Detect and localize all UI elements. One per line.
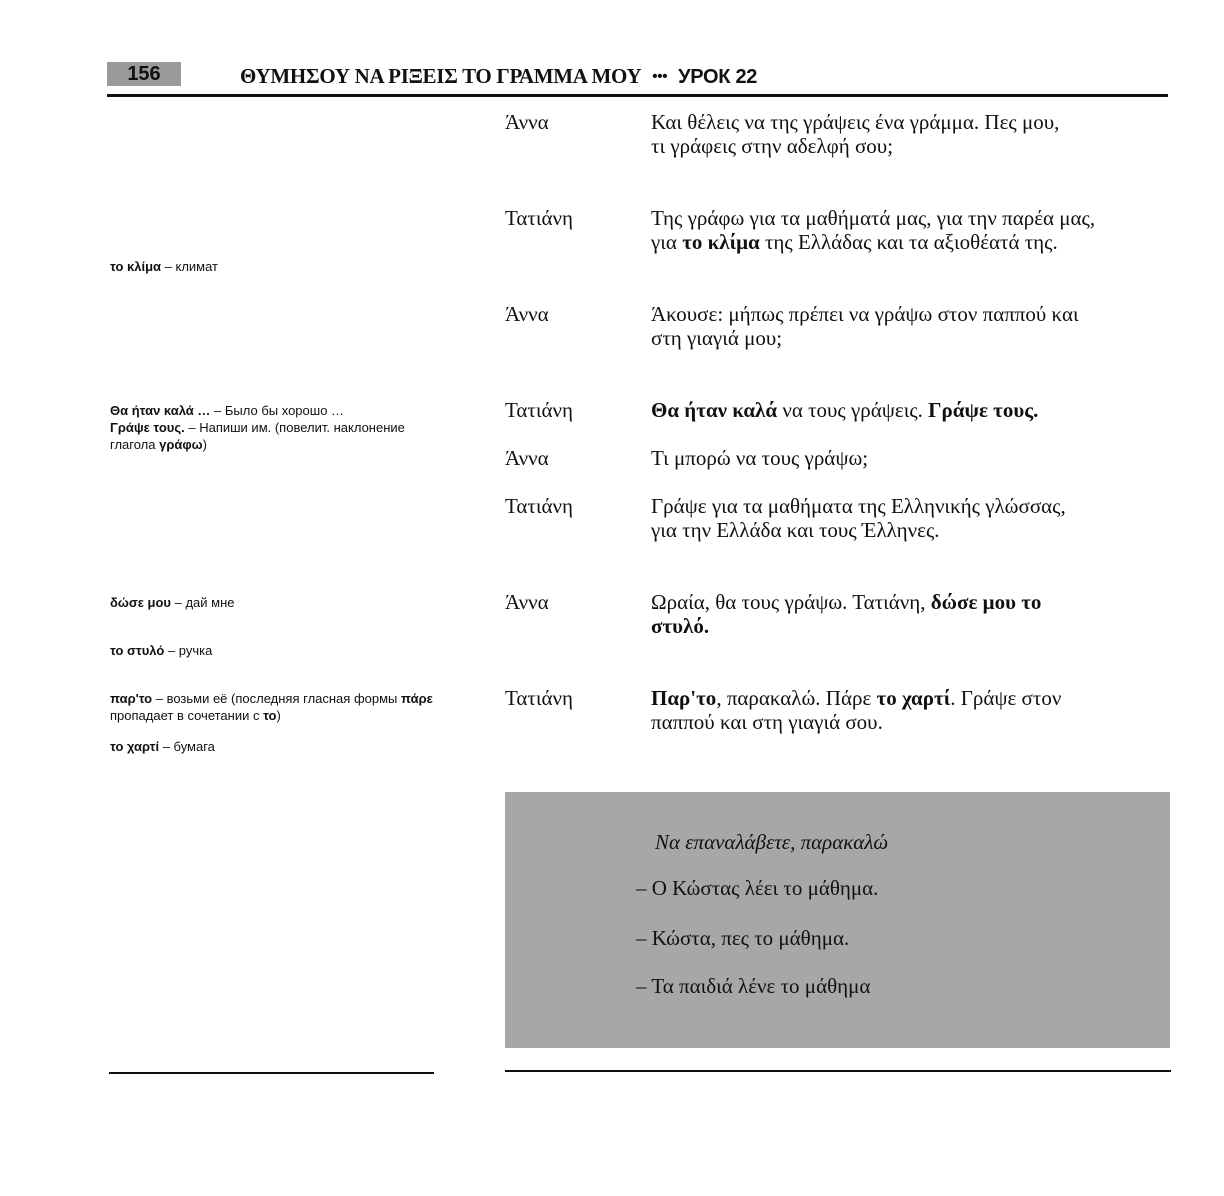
exercise-item: – Ο Κώστας λέει το μάθημα. <box>636 876 879 900</box>
gloss-definition: – возьми её (последняя гласная формы <box>152 691 401 706</box>
gloss-definition: – Напиши им. (повелит. наклонение глагола <box>110 420 405 452</box>
gloss-definition: пропадает в сочетании с <box>110 708 264 723</box>
footer-rule-left <box>109 1072 434 1074</box>
gloss-term: δώσε μου <box>110 595 172 610</box>
gloss-term: Θα ήταν καλά … <box>110 403 211 418</box>
gloss-term: το <box>263 708 277 723</box>
dialogue-line <box>505 302 1185 350</box>
exercise-box <box>505 792 1170 1048</box>
dialogue-line <box>505 398 1185 422</box>
speaker-name: Άννα <box>505 302 549 326</box>
speaker-name: Άννα <box>505 446 549 470</box>
speaker-name: Τατιάνη <box>505 494 573 518</box>
gloss-term: παρ'το <box>110 691 153 706</box>
dialogue-text: Γράψε για τα μαθήματα της Ελληνικής γλώσσας, για την Ελλάδα και τους Έλληνες. <box>651 494 1066 542</box>
exercise-item: – Τα παιδιά λένε το μάθημα <box>636 974 871 998</box>
gloss-dose-mou <box>110 594 450 611</box>
dialogue-text: Και θέλεις να της γράψεις ένα γράμμα. Πες μου, τι γράφεις στην αδελφή σου; <box>651 110 1060 158</box>
gloss-term: το στυλό <box>110 643 165 658</box>
dialogue-text: Παρ'το, παρακαλώ. Πάρε το χαρτί. Γράψε στον παππού και στη γιαγιά σου. <box>651 686 1062 734</box>
gloss-term: το κλίμα <box>110 259 162 274</box>
gloss-definition: – дай мне <box>171 595 235 610</box>
dialogue-line <box>505 110 1185 158</box>
gloss-definition: – климат <box>161 259 219 274</box>
title-separator-dots: ••• <box>652 68 668 85</box>
gloss-stylo <box>110 642 450 659</box>
page-header <box>107 58 1168 97</box>
dialogue-line <box>505 686 1185 734</box>
dialogue-text: Τι μπορώ να τους γράψω; <box>651 446 869 470</box>
dialogue-text: Ωραία, θα τους γράψω. Τατιάνη, δώσε μου το στυλό. <box>651 590 1042 638</box>
gloss-xarti <box>110 738 450 755</box>
page-number: 156 <box>107 62 181 86</box>
speaker-name: Άννα <box>505 110 549 134</box>
speaker-name: Τατιάνη <box>505 398 573 422</box>
exercise-item: – Κώστα, πες το μάθημα. <box>636 926 850 950</box>
speaker-name: Τατιάνη <box>505 686 573 710</box>
exercise-title: Να επαναλάβετε, παρακαλώ <box>655 830 889 854</box>
gloss-definition: ) <box>276 708 281 723</box>
gloss-definition: – Было бы хорошо … <box>210 403 345 418</box>
dialogue-line <box>505 590 1185 638</box>
lesson-label: УРОК 22 <box>678 66 758 88</box>
gloss-term: Γράψε τους. <box>110 420 185 435</box>
gloss-klima <box>110 258 450 275</box>
gloss-definition: – ручка <box>164 643 213 658</box>
dialogue-text: Θα ήταν καλά να τους γράψεις. Γράψε τους. <box>651 398 1039 422</box>
speaker-name: Άννα <box>505 590 549 614</box>
dialogue-line <box>505 446 1185 470</box>
dialogue-text: Άκουσε: μήπως πρέπει να γράψω στον παππού και στη γιαγιά μου; <box>651 302 1079 350</box>
gloss-term: γράφω <box>159 437 203 452</box>
dialogue-line <box>505 494 1185 542</box>
gloss-term: το χαρτί <box>110 739 160 754</box>
gloss-term: πάρε <box>401 691 433 706</box>
gloss-definition: – бумага <box>159 739 215 754</box>
dialogue-line <box>505 206 1185 254</box>
running-title <box>240 64 757 89</box>
running-title-text: ΘΥΜΗΣΟΥ ΝΑ ΡΙΞΕΙΣ ΤΟ ΓΡΑΜΜΑ ΜΟΥ <box>240 64 642 88</box>
footer-rule-right <box>505 1070 1171 1072</box>
gloss-parto <box>110 690 440 724</box>
gloss-definition: ) <box>202 437 207 452</box>
dialogue-text: Της γράφω για τα μαθήματά μας, για την παρέα μας, για το κλίμα της Ελλάδας και τα αξιοθέατά της. <box>651 206 1096 254</box>
gloss-itan-kala <box>110 402 450 453</box>
speaker-name: Τατιάνη <box>505 206 573 230</box>
